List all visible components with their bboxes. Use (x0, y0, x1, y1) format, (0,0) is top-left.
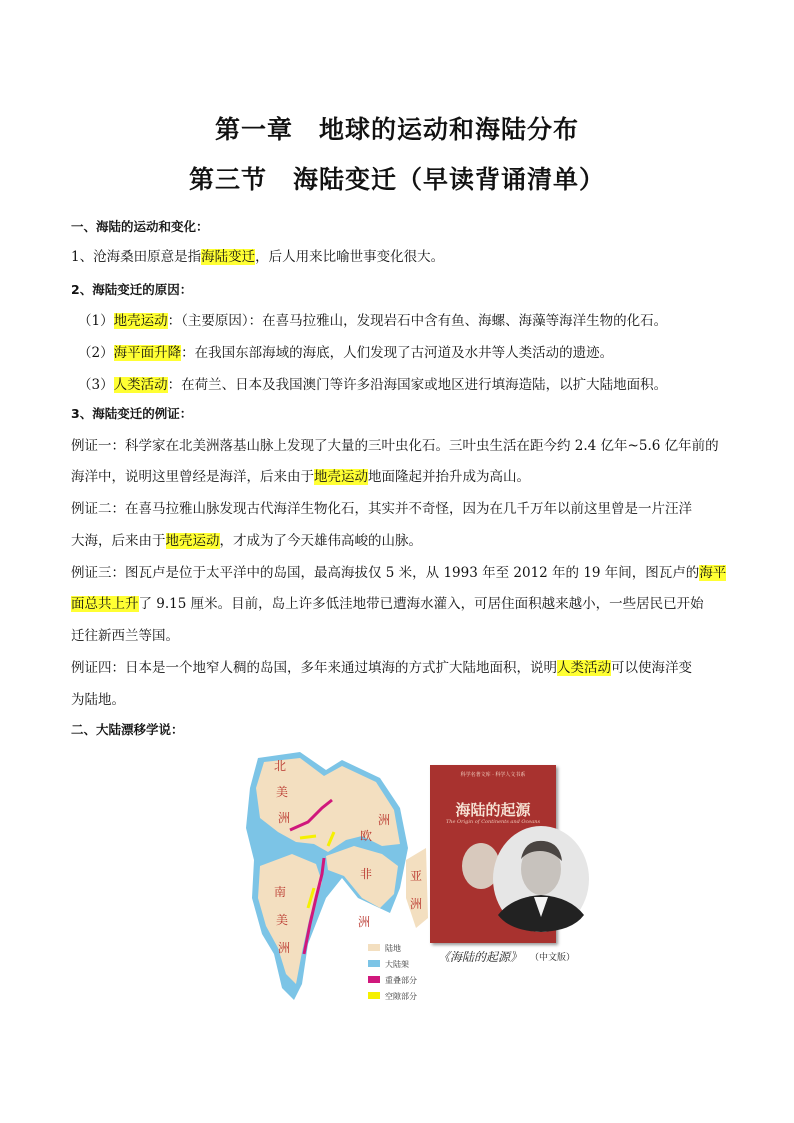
text: 例证三：图瓦卢是位于太平洋中的岛国，最高海拔仅 5 米，从 1993 年至 2012 年的 19 年间，图瓦卢的 (71, 565, 700, 581)
map-label: 北 (274, 759, 287, 773)
book-caption-title: 《海陆的起源》 (438, 950, 523, 964)
highlight-term: 海平 (699, 565, 727, 581)
book-cover-subtitle: The Origin of Continents and Oceans (445, 819, 541, 825)
legend-swatch-overlap (368, 976, 380, 983)
text: ，才成为了今天雄伟高峻的山脉。 (219, 533, 422, 549)
legend-label: 大陆架 (385, 960, 409, 969)
map-label: 非 (360, 867, 373, 881)
highlight-term: 面总共上升 (71, 596, 139, 612)
text: ：（主要原因）：在喜马拉雅山，发现岩石中含有鱼、海螺、海藻等海洋生物的化石。 (167, 313, 668, 329)
example-1-line-2 (71, 465, 731, 485)
example-3-line-3: 迁往新西兰等国。 (71, 628, 179, 644)
heading-causes: 2、海陆变迁的原因： (71, 282, 193, 297)
legend-label: 陆地 (385, 944, 401, 953)
text: （3） (78, 377, 114, 393)
map-label: 洲 (378, 813, 391, 827)
asia-land (406, 848, 428, 928)
text: 海洋中，说明这里曾经是海洋，后来由于 (71, 469, 314, 485)
text: ：在我国东部海域的海底，人们发现了古河道及水井等人类活动的遗迹。 (181, 345, 614, 361)
highlight-term: 地壳运动 (113, 313, 168, 329)
text: 了 9.15 厘米。目前，岛上许多低洼地带已遭海水灌入，可居住面积越来越小，一些居民已开始 (138, 596, 704, 612)
highlight-term: 地壳运动 (165, 533, 220, 549)
text: 例证四：日本是一个地窄人稠的岛国，多年来通过填海的方式扩大陆地面积，说明 (71, 660, 557, 676)
text: 大海，后来由于 (71, 533, 166, 549)
highlight-term: 地壳运动 (314, 469, 368, 485)
text: 1、沧海桑田原意是指 (71, 249, 202, 265)
legend-swatch-gap (368, 992, 380, 999)
cause-1 (78, 309, 738, 329)
legend-label: 重叠部分 (385, 976, 417, 985)
legend-label: 空隙部分 (385, 992, 417, 1001)
chapter-title: 第一章 地球的运动和海陆分布 (214, 115, 579, 144)
map-label: 洲 (278, 811, 291, 825)
paragraph-canghai (71, 245, 731, 265)
example-3-line-1 (71, 561, 731, 581)
text: 地面隆起并抬升成为高山。 (368, 469, 530, 485)
book-caption-note: （中文版） (530, 953, 576, 963)
text: ，后人用来比喻世事变化很大。 (255, 249, 445, 265)
heading-examples: 3、海陆变迁的例证： (71, 406, 193, 421)
map-label: 洲 (410, 897, 423, 911)
book-series-text: 科学名著文库 · 科学人文书系 (460, 772, 526, 778)
map-label: 亚 (410, 869, 423, 883)
cause-2 (78, 341, 738, 361)
text: （2） (78, 345, 114, 361)
book-figure (430, 765, 590, 965)
example-4-line-2: 为陆地。 (71, 692, 125, 708)
legend-swatch-land (368, 944, 380, 951)
example-1-line-1: 例证一：科学家在北美洲落基山脉上发现了大量的三叶虫化石。三叶虫生活在距今约 2.4 亿年~5.6 亿年前的 (71, 438, 719, 454)
highlight-term: 海陆变迁 (201, 249, 256, 265)
cause-3 (78, 373, 738, 393)
map-label: 欧 (360, 829, 373, 843)
map-label: 南 (274, 885, 287, 899)
text: 可以使海洋变 (611, 660, 692, 676)
map-label: 洲 (278, 941, 291, 955)
example-4-line-1 (71, 656, 731, 676)
continental-drift-map (230, 748, 430, 1008)
text: ：在荷兰、日本及我国澳门等许多沿海国家或地区进行填海造陆，以扩大陆地面积。 (167, 377, 668, 393)
text: （1） (78, 313, 114, 329)
legend-swatch-shelf (368, 960, 380, 967)
example-2-line-2 (71, 529, 731, 549)
section-title: 第三节 海陆变迁（早读背诵清单） (188, 165, 605, 194)
highlight-term: 海平面升降 (113, 345, 182, 361)
example-3-line-2 (71, 592, 731, 612)
map-label: 美 (276, 913, 289, 927)
highlight-term: 人类活动 (113, 377, 168, 393)
heading-sea-land-movement: 一、海陆的运动和变化： (71, 219, 209, 234)
portrait-photo (492, 825, 590, 933)
heading-continental-drift: 二、大陆漂移学说： (71, 722, 184, 737)
example-2-line-1: 例证二：在喜马拉雅山脉发现古代海洋生物化石，其实并不奇怪，因为在几千万年以前这里曾是一片汪洋 (71, 501, 692, 517)
map-label: 美 (276, 785, 289, 799)
map-label: 洲 (358, 915, 371, 929)
highlight-term: 人类活动 (557, 660, 611, 676)
book-cover-title: 海陆的起源 (455, 801, 531, 819)
